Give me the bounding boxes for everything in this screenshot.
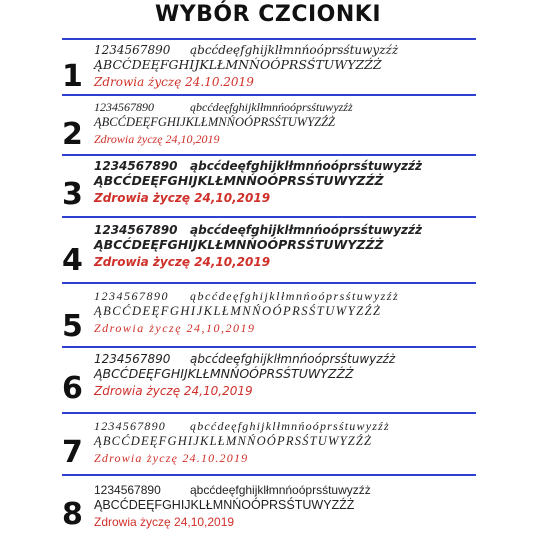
font-number: 7	[62, 435, 83, 470]
row-divider	[62, 216, 476, 218]
digits-sample: 1234567890	[94, 100, 154, 114]
greeting-sample: Zdrowia życzę 24,10,2019	[94, 190, 271, 205]
font-number: 3	[62, 177, 83, 212]
row-divider	[62, 346, 476, 348]
lowercase-sample: ąbcćdeęfghijklłmnńoóprsśtuwyzźż	[190, 100, 353, 114]
font-number: 4	[62, 243, 83, 278]
greeting-sample: Zdrowia życzę 24,10,2019	[94, 514, 235, 529]
digits-sample: 1234567890	[94, 43, 171, 57]
font-sample	[94, 224, 494, 268]
font-sample	[94, 160, 494, 204]
font-number: 1	[62, 59, 83, 94]
lowercase-sample: ąbcćdeęfghijklłmnńoóprsśtuwyzźż	[190, 352, 396, 366]
uppercase-sample: ĄBCĆDEĘFGHIJKLŁMNŃOÓPRSŚTUWYZŹŻ	[94, 237, 384, 252]
font-number: 5	[62, 309, 83, 344]
lowercase-sample: ąbcćdeęfghijklłmnńoóprsśtuwyzźż	[190, 223, 422, 237]
uppercase-sample: ĄBCĆDEĘFGHIJKLŁMNŃOÓPRSŚTUWYZŹŻ	[94, 173, 384, 188]
font-number: 8	[62, 497, 83, 532]
digits-sample: 1234567890	[94, 419, 166, 433]
font-sample	[94, 101, 494, 145]
digits-sample: 1234567890	[94, 159, 178, 173]
font-number: 6	[62, 371, 83, 406]
font-sample	[94, 353, 494, 397]
uppercase-sample: ĄBCĆDEĘFGHIJKLŁMNŃOÓPRSŚTUWYZŹŻ	[94, 57, 382, 72]
uppercase-sample: ĄBCĆDEĘFGHIJKLŁMNŃOÓPRSŚTUWYZŹŻ	[94, 434, 373, 448]
uppercase-sample: ĄBCĆDEĘFGHIJKLŁMNŃOÓPRSŚTUWYZŹŻ	[94, 498, 355, 512]
row-divider	[62, 38, 476, 40]
uppercase-sample: ĄBCĆDEĘFGHIJKLŁMNŃOÓPRSŚTUWYZŹŻ	[94, 304, 382, 318]
greeting-sample: Zdrowia życzę 24,10,2019	[94, 254, 271, 269]
greeting-sample: Zdrowia życzę 24,10,2019	[94, 383, 253, 398]
font-sample	[94, 420, 494, 464]
greeting-sample: Zdrowia życzę 24,10,2019	[94, 131, 220, 146]
greeting-sample: Zdrowia życzę 24.10.2019	[94, 74, 254, 89]
lowercase-sample: ąbcćdeęfghijklłmnńoóprsśtuwyzźż	[190, 483, 371, 497]
font-sample	[94, 44, 494, 88]
lowercase-sample: ąbcćdeęfghijklłmnńoóprsśtuwyzźż	[190, 159, 422, 173]
font-number: 2	[62, 117, 83, 152]
digits-sample: 1234567890	[94, 223, 178, 237]
row-divider	[62, 154, 476, 156]
digits-sample: 1234567890	[94, 289, 169, 303]
row-divider	[62, 412, 476, 414]
page-title: WYBÓR CZCIONKI	[154, 2, 382, 27]
row-divider	[62, 474, 476, 476]
greeting-sample: Zdrowia życzę 24.10.2019	[94, 450, 249, 465]
greeting-sample: Zdrowia życzę 24,10,2019	[94, 320, 256, 335]
lowercase-sample: ąbcćdeęfghijklłmnńoóprsśtuwyzźż	[190, 43, 399, 57]
row-divider	[62, 94, 476, 96]
lowercase-sample: ąbcćdeęfghijklłmnńoóprsśtuwyzźż	[190, 419, 390, 433]
font-sample	[94, 484, 494, 528]
digits-sample: 1234567890	[94, 352, 171, 366]
row-divider	[62, 282, 476, 284]
uppercase-sample: ĄBCĆDEĘFGHIJKLŁMNŃOÓPRSŚTUWYZŹŻ	[94, 366, 354, 381]
uppercase-sample: ĄBCĆDEĘFGHIJKLŁMNŃOÓPRSŚTUWYZŹŻ	[94, 115, 335, 129]
digits-sample: 1234567890	[94, 483, 161, 497]
font-sample	[94, 290, 494, 334]
lowercase-sample: ąbcćdeęfghijklłmnńoóprsśtuwyzźż	[190, 289, 400, 303]
